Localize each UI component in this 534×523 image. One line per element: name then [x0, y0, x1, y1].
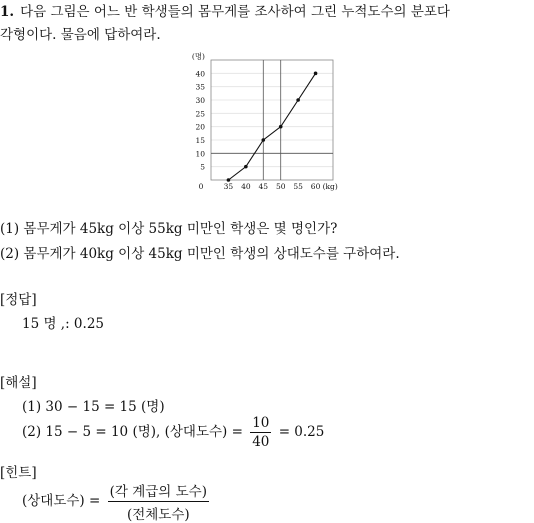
y-tick-label: 20 — [195, 122, 205, 132]
explanation-fraction-numerator: 10 — [252, 415, 270, 431]
explanation-label: [해설] — [0, 375, 37, 391]
data-point — [314, 72, 318, 76]
question-1: (1) 몸무게가 45kg 이상 55kg 미만인 학생은 몇 명인가? — [0, 221, 338, 237]
y-axis-label: (명) — [191, 52, 205, 61]
data-point — [296, 98, 300, 102]
y-tick-label: 15 — [195, 136, 205, 145]
x-tick-label: 40 — [241, 182, 251, 191]
explanation-fraction — [250, 415, 271, 450]
x-axis-label: (kg) — [322, 182, 338, 191]
plot-frame — [211, 60, 333, 180]
question-2: (2) 몸무게가 40kg 이상 45kg 미만인 학생의 상대도수를 구하여라. — [0, 246, 400, 262]
y-tick-label: 10 — [195, 149, 205, 159]
origin-label: 0 — [198, 182, 204, 191]
hint-label: [힌트] — [0, 465, 37, 481]
y-tick-label: 35 — [195, 82, 205, 92]
data-point — [244, 165, 248, 169]
cumulative-frequency-chart — [186, 52, 356, 194]
hint-formula — [22, 480, 212, 523]
y-tick-label: 40 — [195, 69, 205, 79]
problem-statement-1: 다음 그림은 어느 반 학생들의 몸무게를 조사하여 그린 누적도수의 분포다 — [20, 4, 450, 20]
x-tick-label: 35 — [223, 182, 234, 191]
problem-statement-2: 각형이다. 물음에 답하여라. — [0, 27, 161, 43]
hint-formula-lhs: (상대도수) = — [22, 493, 101, 509]
y-tick-label: 30 — [195, 96, 205, 105]
problem-line-1 — [0, 0, 450, 20]
explanation-line-1: (1) 30 − 15 = 15 (명) — [22, 399, 165, 415]
explanation-fraction-denominator: 40 — [252, 434, 270, 450]
explanation-line-2-prefix: (2) 15 − 5 = 10 (명), (상대도수) = — [22, 424, 243, 440]
answer-label: [정답] — [0, 292, 37, 308]
data-point — [261, 138, 265, 142]
hint-fraction — [108, 480, 209, 523]
problem-number: 1. — [0, 4, 15, 20]
data-point — [279, 125, 283, 129]
explanation-line-2 — [22, 415, 324, 450]
y-tick-label: 5 — [200, 162, 205, 172]
hint-fraction-numerator: (각 계급의 도수) — [108, 480, 209, 502]
x-tick-label: 50 — [275, 182, 286, 191]
x-tick-label: 60 — [310, 182, 321, 191]
y-tick-label: 25 — [195, 109, 205, 119]
x-tick-label: 45 — [258, 182, 269, 191]
answer-text: 15 명 ,: 0.25 — [22, 316, 104, 332]
x-tick-label: 55 — [293, 182, 303, 191]
explanation-line-2-suffix: = 0.25 — [278, 424, 325, 440]
hint-fraction-denominator: (전체도수) — [126, 507, 190, 523]
